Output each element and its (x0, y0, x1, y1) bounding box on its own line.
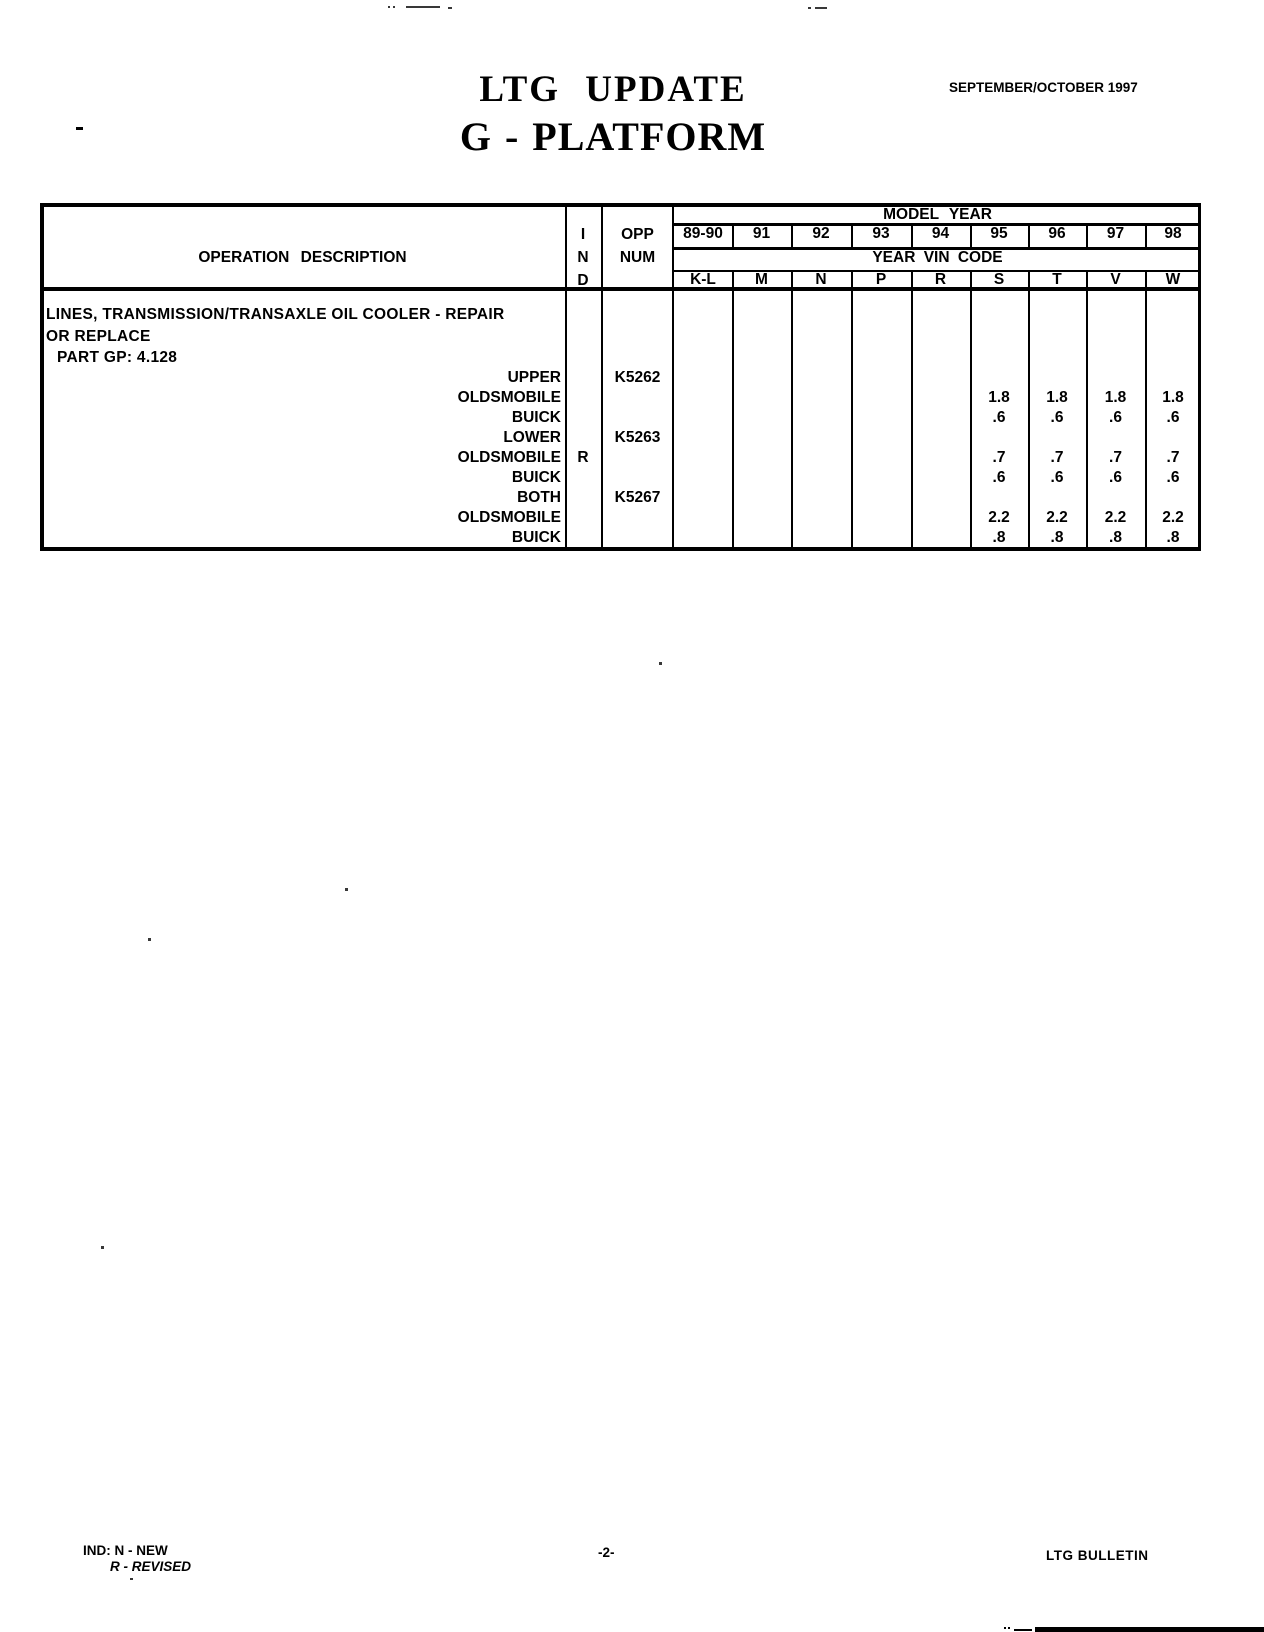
model-year-cell: 96 (1048, 225, 1066, 242)
scan-speck (76, 127, 83, 130)
table-grid-line (911, 291, 913, 547)
operation-description-line-1: LINES, TRANSMISSION/TRANSAXLE OIL COOLER - REPAIR (46, 306, 505, 323)
scan-speck (808, 7, 811, 9)
title-line-1: LTG UPDATE (479, 69, 747, 110)
row-opp-num: K5263 (614, 429, 661, 446)
row-labor-time-value: .6 (992, 469, 1006, 486)
row-opp-num: K5262 (614, 369, 661, 386)
row-labor-time-value: .6 (1050, 469, 1064, 486)
row-labor-time-value: .6 (1166, 409, 1180, 426)
row-labor-time-value: .8 (1166, 529, 1180, 546)
ind-legend-line-1: IND: N - NEW (83, 1543, 168, 1558)
model-year-cell: 89-90 (683, 225, 723, 242)
row-labor-time-value: .7 (1166, 449, 1180, 466)
row-label-make: OLDSMOBILE (457, 509, 561, 526)
vin-code-cell: W (1165, 271, 1181, 288)
vin-code-cell: N (815, 271, 827, 288)
scan-speck (815, 7, 827, 9)
row-labor-time-value: 1.8 (1162, 389, 1184, 406)
row-labor-time-value: .7 (1109, 449, 1122, 466)
vin-code-cell: S (993, 271, 1005, 288)
row-labor-time-value: .8 (1050, 529, 1064, 546)
row-label-section: UPPER (507, 369, 561, 386)
ind-legend-line-2: R - REVISED (110, 1559, 192, 1574)
row-labor-time-value: 2.2 (1046, 509, 1068, 526)
operation-part-group: PART GP: 4.128 (57, 349, 178, 366)
row-labor-time-value: .7 (992, 449, 1006, 466)
col-header-operation-description: OPERATION DESCRIPTION (198, 249, 407, 266)
bulletin-label: LTG BULLETIN (1046, 1548, 1149, 1563)
scan-speck (345, 888, 348, 891)
row-labor-time-value: .8 (1109, 529, 1122, 546)
row-labor-time-value: 1.8 (988, 389, 1010, 406)
model-year-cell: 98 (1164, 225, 1182, 242)
model-year-cell: 92 (812, 225, 830, 242)
row-label-make: BUICK (511, 469, 561, 486)
model-year-cell: 91 (752, 225, 771, 242)
scan-edge-bar (1035, 1627, 1264, 1632)
scan-speck (148, 938, 151, 941)
row-label-make: BUICK (511, 409, 561, 426)
table-grid-line (40, 547, 1201, 551)
scan-speck (130, 1578, 133, 1580)
vin-code-cell: V (1110, 271, 1121, 288)
scan-speck (388, 6, 390, 8)
row-labor-time-value: .6 (992, 409, 1006, 426)
scan-speck (393, 6, 395, 8)
scan-speck (1008, 1627, 1010, 1629)
vin-code-cell: P (875, 271, 887, 288)
col-header-ind-i: I (580, 226, 586, 243)
row-labor-time-value: 2.2 (1162, 509, 1184, 526)
row-labor-time-value: 1.8 (1046, 389, 1068, 406)
title-line-2: G - PLATFORM (459, 114, 767, 159)
row-labor-time-value: .6 (1109, 469, 1122, 486)
row-labor-time-value: 2.2 (988, 509, 1010, 526)
scan-speck (1014, 1629, 1032, 1631)
row-labor-time-value: .7 (1050, 449, 1064, 466)
scan-speck (1004, 1627, 1006, 1629)
vin-code-cell: K-L (690, 271, 716, 288)
row-labor-time-value: .6 (1050, 409, 1064, 426)
col-header-ind-n: N (577, 249, 589, 266)
row-opp-num: K5267 (614, 489, 661, 506)
row-label-section: BOTH (517, 489, 561, 506)
row-label-section: LOWER (503, 429, 561, 446)
col-header-year-vin-code: YEAR VIN CODE (872, 249, 1003, 266)
col-header-model-year: MODEL YEAR (883, 206, 992, 223)
document-title (413, 68, 813, 160)
page-number: -2- (598, 1545, 615, 1560)
model-year-cell: 93 (872, 225, 890, 242)
col-header-opp: OPP (621, 226, 654, 243)
row-labor-time-value: 1.8 (1104, 389, 1127, 406)
vin-code-cell: T (1052, 271, 1062, 288)
model-year-cell: 97 (1106, 225, 1125, 242)
row-labor-time-value: 2.2 (1104, 509, 1127, 526)
vin-code-cell: M (755, 271, 768, 288)
operation-description-line-2: OR REPLACE (46, 328, 151, 345)
col-header-ind-d: D (577, 272, 589, 289)
scan-speck (659, 662, 662, 665)
row-label-make: BUICK (511, 529, 561, 546)
row-label-make: OLDSMOBILE (457, 449, 561, 466)
row-labor-time-value: .8 (992, 529, 1006, 546)
vin-code-cell: R (934, 271, 947, 288)
col-header-num: NUM (619, 249, 656, 266)
model-year-cell: 94 (931, 225, 950, 242)
table-grid-line (732, 291, 734, 547)
table-grid-line (851, 291, 853, 547)
model-year-cell: 95 (990, 225, 1008, 242)
table-grid-line (791, 291, 793, 547)
row-ind-indicator: R (577, 449, 589, 466)
row-labor-time-value: .6 (1166, 469, 1180, 486)
scan-speck (406, 6, 440, 8)
issue-date: SEPTEMBER/OCTOBER 1997 (949, 80, 1138, 95)
scan-speck (101, 1246, 104, 1249)
row-labor-time-value: .6 (1109, 409, 1122, 426)
labor-time-table (40, 203, 1201, 551)
row-label-make: OLDSMOBILE (457, 389, 561, 406)
scan-speck (448, 7, 452, 9)
